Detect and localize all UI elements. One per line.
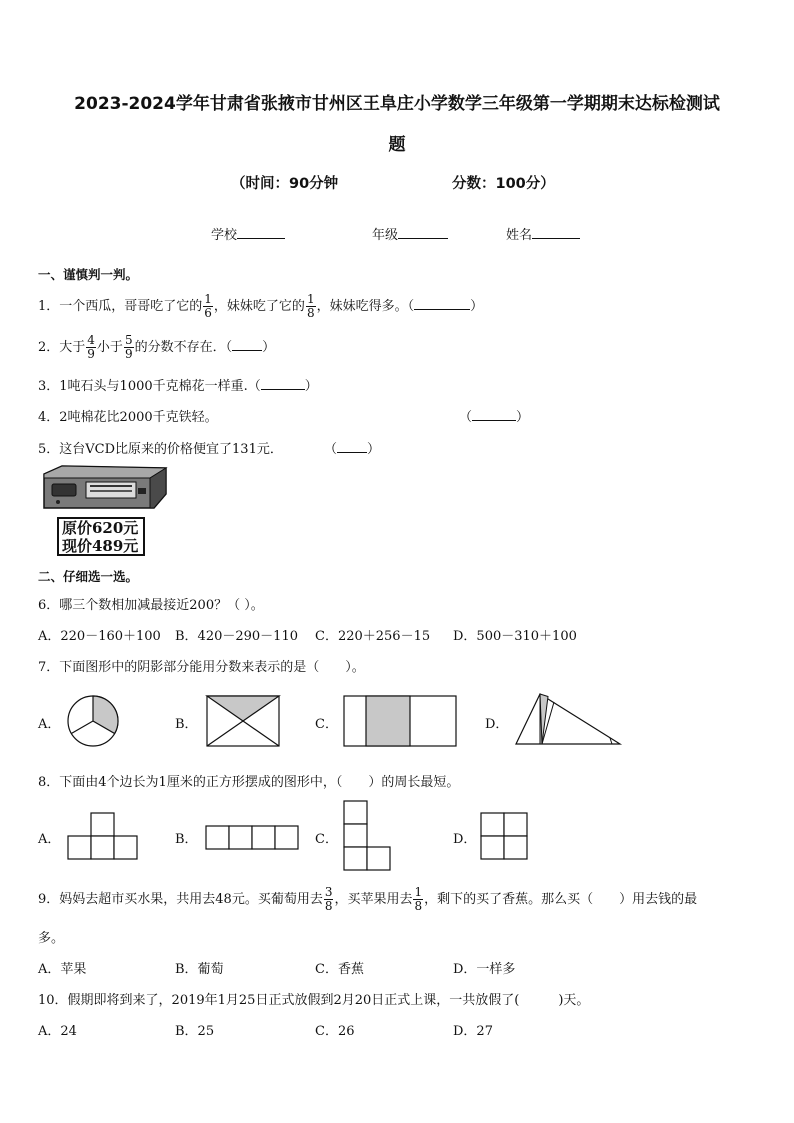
q1-frac1-den: 6: [204, 306, 212, 320]
q6-option-b[interactable]: B．420－290－110: [175, 629, 298, 644]
q1-text-end: ）: [470, 299, 484, 314]
q9-fraction-1: [324, 886, 334, 913]
section1-heading: 一、谨慎判一判。: [38, 267, 139, 282]
q6-option-d[interactable]: D．500－310＋100: [453, 629, 577, 644]
q9-frac1-den: 8: [324, 899, 333, 913]
q4-text: 4．2吨棉花比2000千克铁轻。: [38, 410, 218, 425]
vcd-player-image: [38, 464, 170, 512]
q5-paren-open: （: [324, 442, 338, 457]
q5-paren-close: ）: [367, 442, 381, 457]
q10-option-d[interactable]: D．27: [453, 1024, 493, 1039]
q7-circle-figure[interactable]: [66, 694, 120, 748]
q9-frac1-num: 3: [324, 885, 333, 899]
q9-frac2-num: 1: [414, 885, 423, 899]
question-8: 8．下面由4个边长为1厘米的正方形摆成的图形中，（ ）的周长最短。: [38, 775, 460, 790]
q2-frac2-num: 5: [124, 333, 133, 347]
page-title: 2023-2024学年甘肃省张掖市甘州区王阜庄小学数学三年级第一学期期末达标检测试: [74, 94, 720, 114]
q2-text-end: ）: [262, 340, 276, 355]
q9-option-b[interactable]: B．葡萄: [175, 962, 224, 977]
q5-answer-blank[interactable]: [337, 440, 367, 453]
q4-answer: [459, 406, 529, 425]
q8-line-shape-figure[interactable]: [205, 825, 301, 851]
page-title-continued: 题: [388, 135, 406, 155]
q1-text-post: ，妹妹吃得多。（: [316, 299, 415, 314]
name-label: 姓名: [506, 228, 533, 243]
q9-text-post: ，剩下的买了香蕉。那么买（ ）用去钱的最: [424, 892, 698, 907]
q1-fraction-1: [203, 293, 213, 320]
q1-answer-blank[interactable]: [414, 297, 470, 310]
q7-rectangle-diagonals-figure[interactable]: [206, 695, 280, 747]
q8-l-shape-figure[interactable]: [343, 800, 393, 874]
q1-text-pre: 1．一个西瓜，哥哥吃了它的: [38, 299, 203, 314]
name-field[interactable]: [506, 224, 580, 243]
q2-frac1-num: 4: [87, 333, 95, 347]
school-blank[interactable]: [237, 226, 285, 239]
q3-answer-blank[interactable]: [261, 377, 305, 390]
q10-option-b[interactable]: B．25: [175, 1024, 215, 1039]
question-5: [38, 438, 283, 457]
q9-option-d[interactable]: D．一样多: [453, 962, 516, 977]
q7-option-a-label[interactable]: A．: [38, 717, 61, 732]
q2-answer-blank[interactable]: [232, 338, 262, 351]
q7-option-c-label[interactable]: C．: [315, 717, 338, 732]
school-field[interactable]: [211, 224, 285, 243]
question-3: [38, 375, 318, 394]
q10-option-c[interactable]: C．26: [315, 1024, 355, 1039]
q2-fraction-1: [86, 334, 96, 361]
question-7: 7．下面图形中的阴影部分能用分数来表示的是（ ）。: [38, 660, 365, 675]
q4-answer-blank[interactable]: [472, 408, 516, 421]
exam-time: （时间：90分钟: [231, 176, 339, 192]
q1-fraction-2: [306, 293, 316, 320]
q9-text-line2: 多。: [38, 931, 65, 946]
section2-heading: 二、仔细选一选。: [38, 569, 139, 584]
q9-fraction-2: [413, 886, 423, 913]
q8-square-shape-figure[interactable]: [480, 812, 530, 862]
price-tag: [57, 517, 145, 556]
q4-paren-close: ）: [516, 410, 530, 425]
q7-three-parts-figure[interactable]: [343, 695, 457, 747]
q7-triangle-figure[interactable]: [514, 692, 622, 746]
q10-option-a[interactable]: A．24: [38, 1024, 77, 1039]
question-4: [38, 406, 218, 425]
q4-paren-open: （: [459, 410, 473, 425]
q9-option-c[interactable]: C．香蕉: [315, 962, 364, 977]
question-1: [38, 293, 483, 320]
q7-option-d-label[interactable]: D．: [485, 717, 509, 732]
q5-answer: [324, 438, 380, 457]
question-9: [38, 886, 697, 913]
q2-fraction-2: [124, 334, 134, 361]
q2-text-mid: 小于: [96, 340, 123, 355]
q2-frac1-den: 9: [87, 347, 95, 361]
original-price: 原价620元: [62, 519, 139, 537]
q2-text-pre: 2．大于: [38, 340, 86, 355]
q8-option-d-label[interactable]: D．: [453, 832, 477, 847]
question-6: 6．哪三个数相加减最接近200？（ ）。: [38, 598, 264, 613]
school-label: 学校: [211, 228, 238, 243]
grade-field[interactable]: [372, 224, 448, 243]
q3-text-end: ）: [304, 379, 318, 394]
q8-option-a-label[interactable]: A．: [38, 832, 61, 847]
q1-text-mid: ，妹妹吃了它的: [213, 299, 305, 314]
q8-t-shape-figure[interactable]: [67, 812, 139, 860]
q1-frac1-num: 1: [204, 292, 212, 306]
q6-option-c[interactable]: C．220＋256－15: [315, 629, 431, 644]
q1-frac2-num: 1: [306, 292, 315, 306]
q5-text: 5．这台VCD比原来的价格便宜了131元．: [38, 442, 283, 457]
exam-score: 分数：100分）: [452, 176, 555, 192]
grade-blank[interactable]: [398, 226, 448, 239]
q9-option-a[interactable]: A．苹果: [38, 962, 87, 977]
q8-option-c-label[interactable]: C．: [315, 832, 338, 847]
q9-frac2-den: 8: [414, 899, 423, 913]
name-blank[interactable]: [532, 226, 580, 239]
question-10: 10．假期即将到来了，2019年1月25日正式放假到2月20日正式上课，一共放假了( )天。: [38, 993, 590, 1008]
q1-frac2-den: 8: [306, 306, 315, 320]
q7-option-b-label[interactable]: B．: [175, 717, 198, 732]
current-price: 现价489元: [62, 537, 139, 555]
q8-option-b-label[interactable]: B．: [175, 832, 198, 847]
q9-text-mid: ，买苹果用去: [334, 892, 413, 907]
q3-text: 3．1吨石头与1000千克棉花一样重.（: [38, 379, 261, 394]
q2-frac2-den: 9: [124, 347, 133, 361]
q6-option-a[interactable]: A．220－160＋100: [38, 629, 161, 644]
q9-text-pre: 9．妈妈去超市买水果，共用去48元。买葡萄用去: [38, 892, 323, 907]
question-2: [38, 334, 275, 361]
q2-text-post: 的分数不存在．（: [134, 340, 233, 355]
grade-label: 年级: [372, 228, 399, 243]
